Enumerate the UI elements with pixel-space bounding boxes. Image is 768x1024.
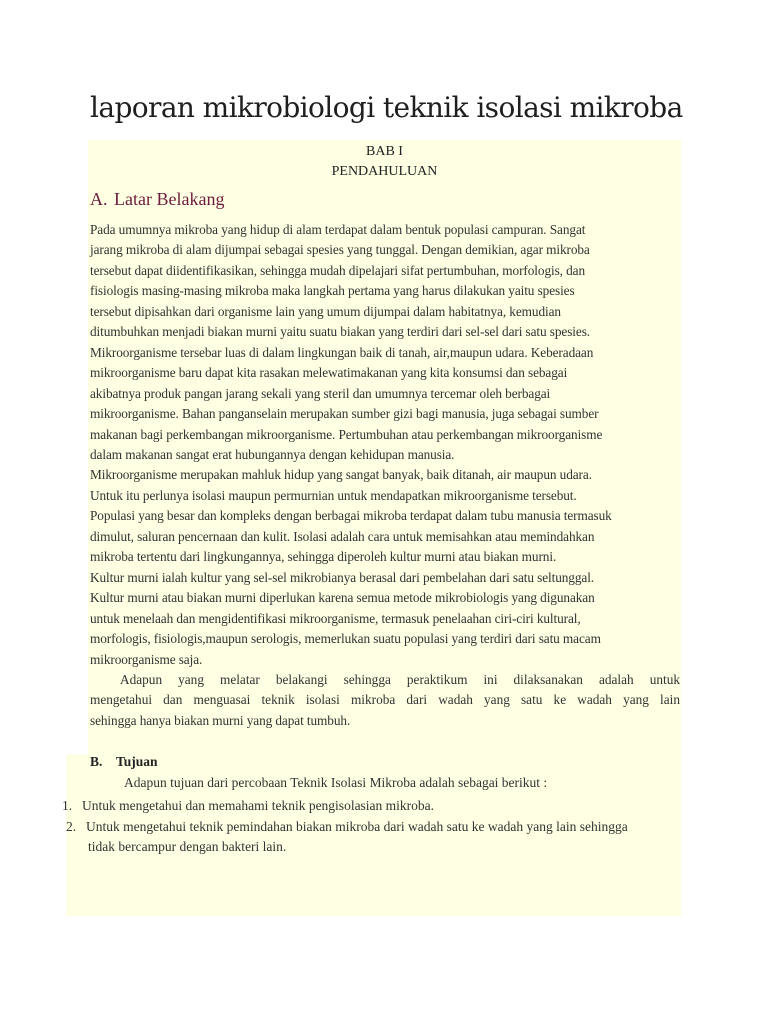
closing-line: Adapun yang melatar belakangi sehingga peraktikum ini dilaksanakan adalah untuk (120, 671, 680, 687)
body-line: ditumbuhkan menjadi biakan murni yaitu suatu biakan yang terdiri dari sel-sel dari satu spesies. (90, 324, 590, 340)
list-text: Untuk mengetahui dan memahami teknik pengisolasian mikroba. (82, 798, 435, 813)
body-line: Kultur murni atau biakan murni diperlukan karena semua metode mikrobiologis yang digunakan (90, 590, 595, 606)
body-line: untuk menelaah dan mengidentifikasi mikroorganisme, termasuk penelaahan ciri-ciri kultural, (90, 610, 581, 626)
section-a-letter: A. (90, 189, 108, 209)
section-a-title: Latar Belakang (114, 189, 225, 209)
section-a-heading (90, 189, 224, 210)
list-text: Untuk mengetahui teknik pemindahan biakan mikroba dari wadah satu ke wadah yang lain sehingga (86, 819, 628, 834)
section-b-heading (90, 754, 158, 770)
list-item (62, 796, 434, 816)
body-line: mikroba tertentu dari lingkungannya, sehingga diperoleh kultur murni atau biakan murni. (90, 549, 557, 565)
list-number: 2. (66, 819, 77, 834)
body-line: dalam makanan sangat erat hubungannya dengan kehidupan manusia. (90, 446, 455, 462)
body-line: morfologis, fisiologis,maupun serologis, memerlukan suatu populasi yang terdiri dari satu macam (90, 631, 601, 647)
body-line: jarang mikroba di alam dijumpai sebagai spesies yang tunggal. Dengan demikian, agar mikroba (90, 242, 590, 258)
body-line: fisiologis masing-masing mikroba maka langkah pertama yang harus dilakukan yaitu spesies (90, 283, 575, 299)
section-b-letter: B. (90, 754, 103, 769)
body-line: tersebut dapat diidentifikasikan, sehingga mudah dipelajari sifat pertumbuhan, morfologis, dan (90, 262, 586, 278)
body-line: mikroorganisme baru dapat kita rasakan melewatimakanan yang kita konsumsi dan sebagai (90, 365, 568, 381)
body-line: mikroorganisme saja. (90, 651, 203, 667)
section-b-title: Tujuan (116, 754, 158, 769)
list-item-continuation: tidak bercampur dengan bakteri lain. (88, 839, 287, 854)
document-title: laporan mikrobiologi teknik isolasi mikroba (90, 91, 683, 124)
body-line: Kultur murni ialah kultur yang sel-sel mikrobianya berasal dari pembelahan dari satu seltunggal. (90, 569, 595, 585)
closing-line: sehingga hanya biakan murni yang dapat tumbuh. (90, 712, 351, 728)
body-line: Pada umumnya mikroba yang hidup di alam terdapat dalam bentuk populasi campuran. Sangat (90, 222, 586, 237)
list-number: 1. (62, 798, 73, 813)
body-line: makanan bagi perkembangan mikroorganisme. Pertumbuhan atau perkembangan mikroorganisme (90, 426, 603, 442)
body-line: Populasi yang besar dan kompleks dengan berbagai mikroba terdapat dalam tubu manusia termasuk (90, 508, 612, 524)
list-item (66, 817, 628, 837)
closing-line: mengetahui dan menguasai teknik isolasi mikroba dari wadah yang satu ke wadah yang lain (90, 692, 680, 708)
body-line: Untuk itu perlunya isolasi maupun permurnian untuk mendapatkan mikroorganisme tersebut. (90, 487, 577, 503)
body-line: mikroorganisme. Bahan panganselain merupakan sumber gizi bagi manusia, juga sebagai sumber (90, 406, 599, 422)
chapter-number: BAB I (366, 144, 403, 159)
chapter-name: PENDAHULUAN (331, 164, 438, 179)
body-line: akibatnya produk pangan jarang sekali yang steril dan umumnya tercemar oleh berbagai (90, 385, 551, 401)
section-a-body (90, 220, 680, 731)
body-line: Mikroorganisme merupakan mahluk hidup yang sangat banyak, baik ditanah, air maupun udara. (90, 467, 592, 483)
body-line: dimulut, saluran pencernaan dan kulit. Isolasi adalah cara untuk memisahkan atau memindahkan (90, 528, 595, 544)
body-line: tersebut dipisahkan dari organisme lain yang umum dijumpai dalam habitatnya, kemudian (90, 303, 561, 319)
section-b-intro: Adapun tujuan dari percobaan Teknik Isolasi Mikroba adalah sebagai berikut : (124, 775, 548, 790)
body-line: Mikroorganisme tersebar luas di dalam lingkungan baik di tanah, air,maupun udara. Keberadaan (90, 344, 594, 360)
